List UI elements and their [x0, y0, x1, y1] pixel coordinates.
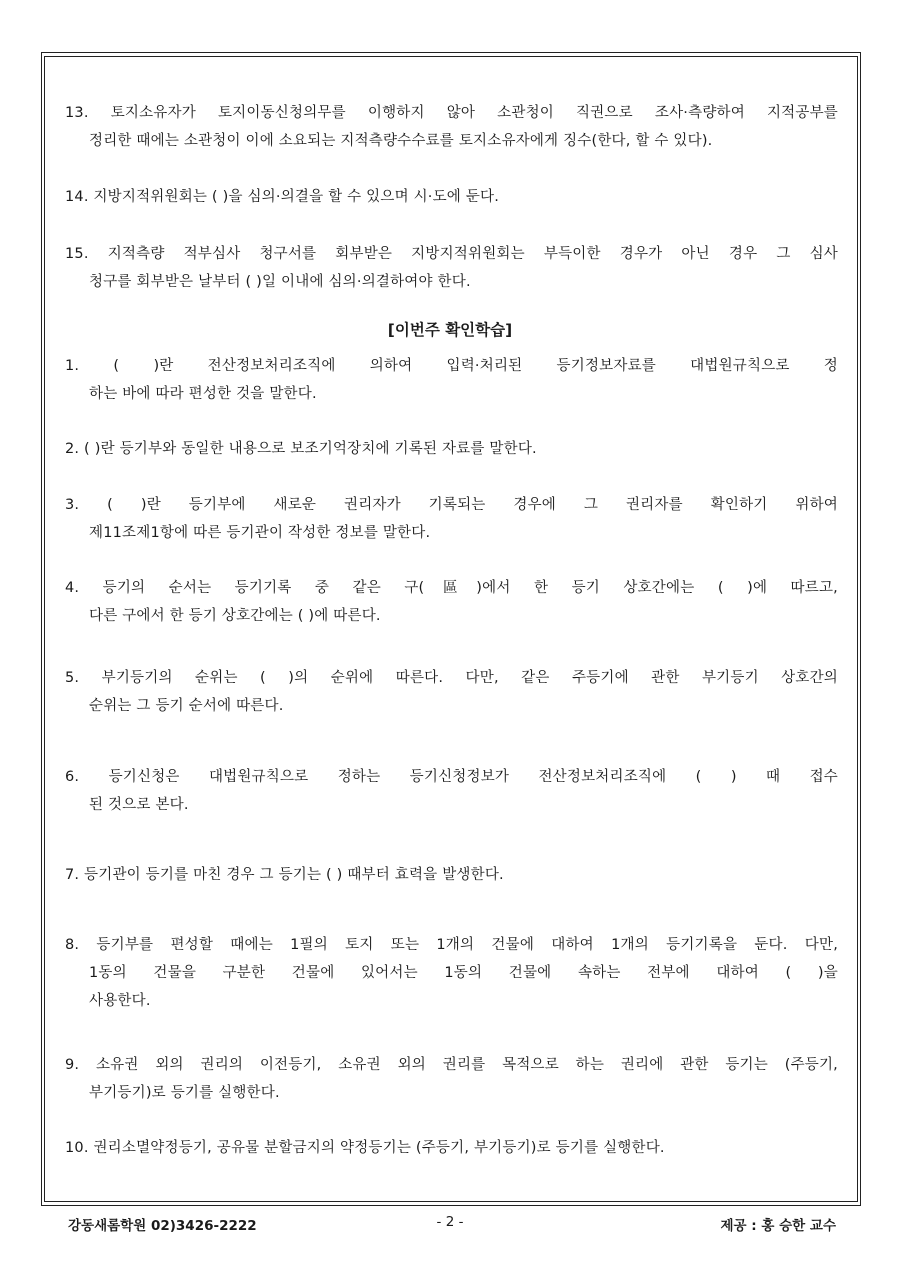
review-item-8: [65, 931, 838, 1015]
question-line: 15. 지적측량 적부심사 청구서를 회부받은 지방지적위원회는 부득이한 경우가 아닌 경우 그 심사: [65, 246, 838, 262]
question-line: 10. 권리소멸약정등기, 공유물 분할금지의 약정등기는 (주등기, 부기등기)로 등기를 실행한다.: [65, 1140, 665, 1156]
review-item-5: [65, 664, 838, 720]
review-item-4: [65, 574, 838, 630]
question-line: 2. ( )란 등기부와 동일한 내용으로 보조기억장치에 기록된 자료를 말한다.: [65, 441, 537, 457]
question-line: 5. 부기등기의 순위는 ( )의 순위에 따른다. 다만, 같은 주등기에 관한 부기등기 상호간의: [65, 670, 838, 686]
review-item-9: [65, 1051, 838, 1107]
section-heading: [이번주 확인학습]: [387, 321, 513, 339]
question-line: 사용한다.: [89, 993, 151, 1009]
review-item-7: [65, 861, 838, 889]
question-line: 부기등기)로 등기를 실행한다.: [89, 1085, 280, 1101]
review-item-3: [65, 491, 838, 547]
question-line: 제11조제1항에 따른 등기관이 작성한 정보를 말한다.: [89, 525, 431, 541]
question-line: 정리한 때에는 소관청이 이에 소요되는 지적측량수수료를 토지소유자에게 징수(한다, 할 수 있다).: [89, 133, 713, 149]
footer-credit: 제공 : 홍 승한 교수: [720, 1218, 836, 1234]
question-line: 순위는 그 등기 순서에 따른다.: [89, 698, 284, 714]
question-line: 다른 구에서 한 등기 상호간에는 ( )에 따른다.: [89, 608, 381, 624]
question-line: 청구를 회부받은 날부터 ( )일 이내에 심의·의결하여야 한다.: [89, 274, 471, 290]
question-line: 3. ( )란 등기부에 새로운 권리자가 기록되는 경우에 그 권리자를 확인하기 위하여: [65, 497, 838, 513]
question-14: [65, 183, 838, 211]
review-item-1: [65, 352, 838, 408]
question-line: 1. ( )란 전산정보처리조직에 의하여 입력·처리된 등기정보자료를 대법원규칙으로 정: [65, 358, 838, 374]
question-13: [65, 99, 838, 155]
review-item-2: [65, 435, 838, 463]
question-line: 8. 등기부를 편성할 때에는 1필의 토지 또는 1개의 건물에 대하여 1개의 등기기록을 둔다. 다만,: [65, 937, 838, 953]
question-line: 6. 등기신청은 대법원규칙으로 정하는 등기신청정보가 전산정보처리조직에 ( ) 때 접수: [65, 769, 838, 785]
question-line: 된 것으로 본다.: [89, 797, 189, 813]
question-line: 하는 바에 따라 편성한 것을 말한다.: [89, 386, 317, 402]
page-number: - 2 -: [436, 1214, 464, 1230]
question-line: 13. 토지소유자가 토지이동신청의무를 이행하지 않아 소관청이 직권으로 조사·측량하여 지적공부를: [65, 105, 838, 121]
question-line: 14. 지방지적위원회는 ( )을 심의·의결을 할 수 있으며 시·도에 둔다.: [65, 189, 500, 205]
question-line: 7. 등기관이 등기를 마친 경우 그 등기는 ( ) 때부터 효력을 발생한다.: [65, 867, 504, 883]
question-line: 1동의 건물을 구분한 건물에 있어서는 1동의 건물에 속하는 전부에 대하여 ( )을: [89, 965, 838, 981]
review-item-10: [65, 1134, 838, 1162]
review-item-6: [65, 763, 838, 819]
question-line: 9. 소유권 외의 권리의 이전등기, 소유권 외의 권리를 목적으로 하는 권리에 관한 등기는 (주등기,: [65, 1057, 838, 1073]
footer-academy: 강동새롬학원 02)3426-2222: [68, 1218, 257, 1234]
question-15: [65, 240, 838, 296]
question-line: 4. 등기의 순서는 등기기록 중 같은 구(區)에서 한 등기 상호간에는 ( )에 따르고,: [65, 580, 838, 596]
